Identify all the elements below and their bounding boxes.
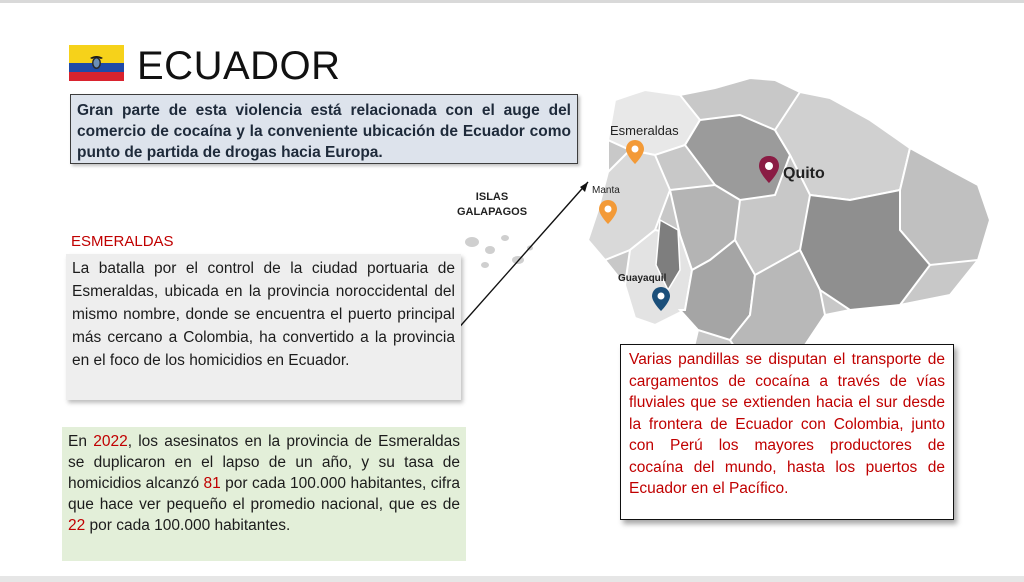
coat-of-arms-icon	[89, 54, 104, 71]
city-label-quito: Quito	[783, 165, 825, 182]
ecuador-map	[430, 60, 1024, 380]
galapagos-label: ISLAS GALAPAGOS	[456, 191, 528, 218]
galapagos-islands	[465, 235, 533, 268]
ecuador-flag-icon	[69, 45, 124, 81]
gangs-box: Varias pandillas se disputan el transporte de cargamentos de cocaína a través de vías fluviales que se extienden hacia el sur desde la frontera de Ecuador con Colombia, junto con Perú los mayores productores de cocaína del mundo, hasta los puertos de Ecuador en el Pacífico.	[620, 344, 954, 520]
city-label-manta: Manta	[592, 185, 620, 196]
top-border	[0, 0, 1024, 3]
stats-text-2: , los asesinatos en la provincia de Esmeraldas se duplicaron en el lapso de un año, y su tasa de homicidios alcanzó	[68, 433, 461, 492]
stats-box	[62, 427, 466, 561]
stats-year: 2022	[93, 433, 128, 450]
stats-national-rate: 22	[68, 517, 86, 534]
city-label-guayaquil: Guayaquil	[618, 273, 667, 284]
stats-text-3: por cada 100.000 habitantes, cifra que hace ver pequeño el promedio nacional, que es de	[68, 475, 460, 513]
intro-box: Gran parte de esta violencia está relacionada con el auge del comercio de cocaína y la conveniente ubicación de Ecuador como punto de partida de drogas hacia Europa.	[70, 94, 578, 164]
stats-text-1: En	[68, 433, 94, 450]
esmeraldas-text-box: La batalla por el control de la ciudad portuaria de Esmeraldas, ubicada en la provincia noroccidental del mismo nombre, donde se encuentra el puerto principal más cercano a Colombia, ha convertido a la provincia en el foco de los homicidios en Ecuador.	[66, 254, 461, 400]
stats-rate: 81	[203, 475, 221, 492]
esmeraldas-heading: ESMERALDAS	[71, 233, 174, 250]
page-title: ECUADOR	[137, 44, 341, 88]
city-label-esmeraldas: Esmeraldas	[610, 123, 679, 138]
stats-text-4: por cada 100.000 habitantes.	[85, 517, 291, 534]
bottom-border	[0, 576, 1024, 582]
